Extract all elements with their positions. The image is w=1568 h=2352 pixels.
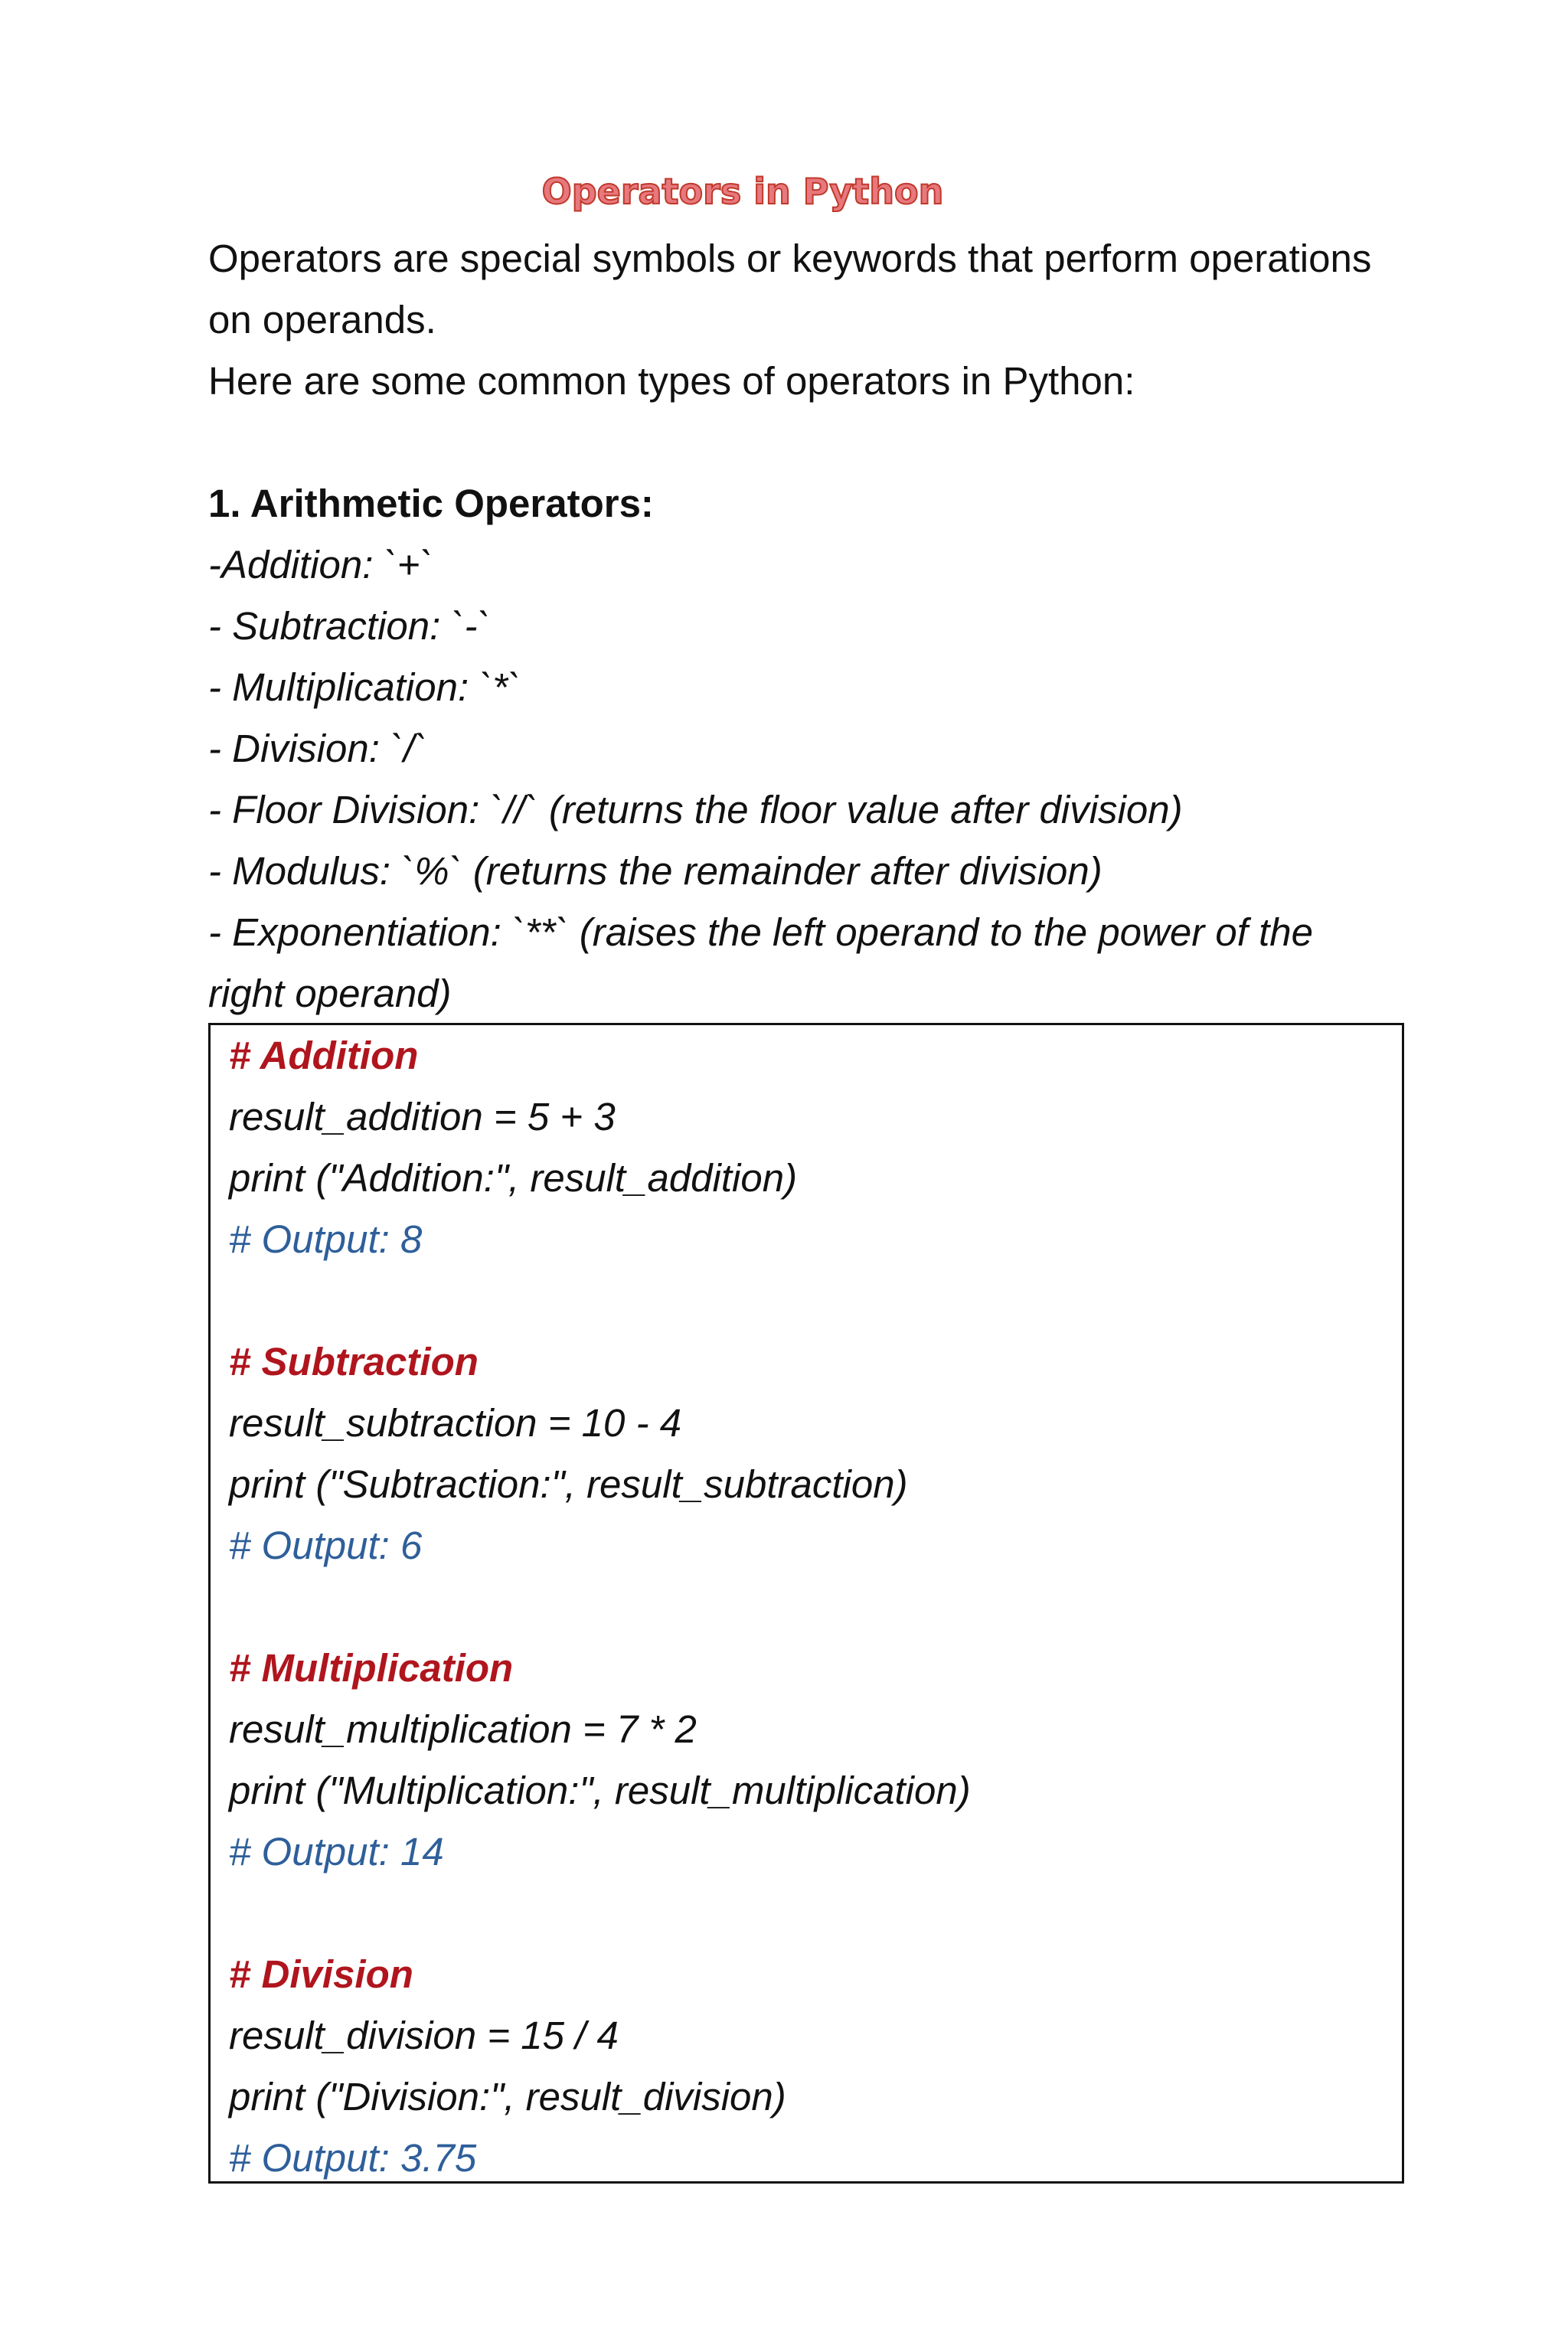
- code-output-comment: # Output: 6: [229, 1524, 423, 1567]
- code-line: result_addition = 5 + 3: [229, 1095, 616, 1138]
- operator-item: - Floor Division: `//` (returns the floor value after division): [208, 788, 1183, 831]
- code-comment-heading: # Multiplication: [229, 1646, 514, 1690]
- code-output-comment: # Output: 14: [229, 1830, 444, 1873]
- code-comment-heading: # Subtraction: [229, 1340, 479, 1383]
- operator-item: -Addition: `+`: [208, 543, 433, 586]
- operator-item: - Modulus: `%` (returns the remainder after division): [208, 849, 1102, 893]
- code-example-box: [208, 1023, 1404, 2184]
- operator-item: - Exponentiation: `**` (raises the left operand to the power of the: [208, 910, 1313, 954]
- code-line: result_multiplication = 7 * 2: [229, 1707, 697, 1751]
- code-line: result_subtraction = 10 - 4: [229, 1401, 682, 1445]
- code-output-comment: # Output: 3.75: [229, 2136, 477, 2180]
- code-line: result_division = 15 / 4: [229, 2014, 619, 2057]
- page-title: Operators in Python: [541, 171, 944, 212]
- operator-item: - Division: `/`: [208, 727, 428, 770]
- operator-item: right operand): [208, 972, 452, 1015]
- code-line: print ("Division:", result_division): [229, 2075, 786, 2118]
- code-output-comment: # Output: 8: [229, 1217, 423, 1261]
- spacer: [229, 1270, 1377, 1331]
- spacer: [229, 1576, 1377, 1638]
- intro-line: Operators are special symbols or keywords that perform operations: [208, 237, 1372, 280]
- operator-item: - Multiplication: `*`: [208, 665, 521, 709]
- code-comment-heading: # Addition: [229, 1034, 419, 1077]
- code-listing: [229, 1025, 1377, 2189]
- code-comment-heading: # Division: [229, 1952, 413, 1996]
- spacer: [229, 1883, 1377, 1944]
- code-line: print ("Addition:", result_addition): [229, 1156, 798, 1200]
- intro-line: Here are some common types of operators in Python:: [208, 359, 1135, 403]
- code-line: print ("Multiplication:", result_multiplication): [229, 1769, 971, 1812]
- intro-line: on operands.: [208, 298, 436, 341]
- code-line: print ("Subtraction:", result_subtraction): [229, 1462, 908, 1506]
- section-heading: 1. Arithmetic Operators:: [208, 482, 654, 525]
- document-body: [208, 228, 1418, 1024]
- spacer: [208, 412, 1418, 473]
- operator-item: - Subtraction: `-`: [208, 604, 491, 648]
